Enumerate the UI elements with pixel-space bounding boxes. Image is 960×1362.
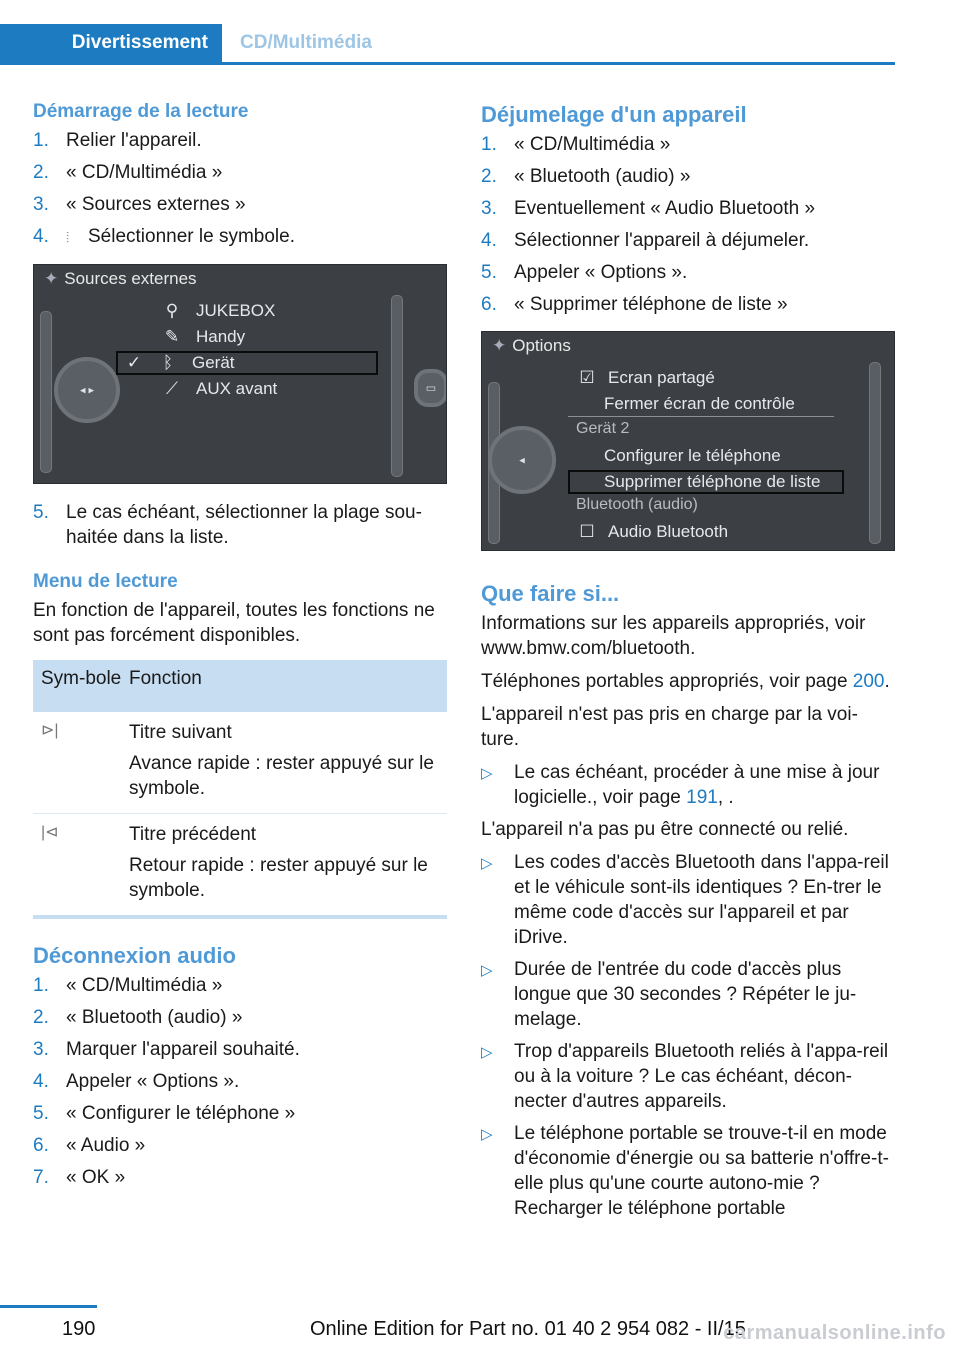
section-title-que-faire: Que faire si... — [481, 581, 620, 606]
checkbox-checked-icon: ☑ — [579, 368, 595, 387]
list-item: ▷ Les codes d'accès Bluetooth dans l'appa-reil et le véhicule sont-ils identiques ? En-trer le même code d'accès sur l'appareil et par iDrive. — [481, 852, 889, 948]
list-item: 4. ⦙ Sélectionner le symbole. — [33, 224, 447, 250]
next-track-icon: ⊳| — [41, 722, 59, 739]
triangle-bullet-icon: ▷ — [481, 962, 493, 979]
list-item: 5. Le cas échéant, sélectionner la plage sou-haitée dans la liste. — [33, 502, 422, 548]
list-item-handy[interactable]: ✎ Handy — [158, 327, 245, 347]
page-number: 190 — [62, 1318, 96, 1340]
list-item-supprimer[interactable]: Supprimer téléphone de liste — [604, 472, 821, 491]
external-source-icon: ⦙ — [66, 229, 70, 245]
para-telephones: Téléphones portables appropriés, voir page 200. — [481, 671, 890, 692]
list-item: 7. « OK » — [33, 1167, 126, 1188]
watermark: carmanualsonline.info — [723, 1322, 946, 1344]
list-item-geraet[interactable]: ✓ ᛒ Gerät — [122, 353, 235, 373]
list-item: ▷ Trop d'appareils Bluetooth reliés à l'appa-reil ou à la voiture ? Le cas échéant, décon-necter d'autres appareils. — [481, 1041, 889, 1112]
screen-options — [481, 331, 895, 551]
section-geraet-2: Gerät 2 — [576, 420, 630, 437]
screen-title: ✦ Sources externes — [44, 269, 197, 288]
list-item-configurer[interactable]: Configurer le téléphone — [604, 446, 781, 465]
function-table — [33, 660, 447, 919]
edition-text: Online Edition for Part no. 01 40 2 954 082 - II/15 — [310, 1318, 746, 1340]
list-item: 2. « Bluetooth (audio) » — [481, 166, 691, 187]
header-tabbar — [0, 24, 895, 65]
menu-intro: En fonction de l'appareil, toutes les fonctions ne sont pas forcément disponibles. — [33, 600, 435, 646]
tab-cd-multimedia[interactable]: CD/Multimédia — [240, 32, 372, 53]
triangle-bullet-icon: ▷ — [481, 1044, 493, 1061]
table-row: |⊲ Titre précédent Retour rapide : rester appuyé sur le symbole. — [33, 814, 447, 915]
scroll-rail-right — [869, 362, 881, 544]
phone-icon: ✎ — [164, 327, 180, 346]
section-title-dejumelage: Déjumelage d'un appareil — [481, 102, 747, 127]
left-column — [33, 100, 447, 1197]
usb-icon: ⚲ — [165, 301, 179, 320]
steps-demarrage — [33, 128, 447, 250]
list-item-aux-avant[interactable]: ⟋ AUX avant — [158, 379, 277, 399]
settings-icon: ✦ — [492, 336, 507, 355]
bullets-connexion — [481, 850, 895, 1221]
para-info: Informations sur les appareils appropriés, voir www.bmw.com/bluetooth. — [481, 613, 866, 659]
steps-dejumelage — [481, 132, 895, 317]
page-link-191[interactable]: 191 — [686, 787, 718, 808]
list-item: 4. Appeler « Options ». — [33, 1071, 240, 1092]
list-item: ▷ Le téléphone portable se trouve-t-il en mode d'économie d'énergie ou sa batterie n'offre-t-elle plus qu'une courte autono-mie ? Recharger le téléphone portable — [481, 1123, 889, 1219]
para-non-pris: L'appareil n'est pas pris en charge par la voi-ture. — [481, 704, 858, 750]
section-title-deconnexion: Déconnexion audio — [33, 943, 236, 968]
list-item: ▷ Durée de l'entrée du code d'accès plus longue que 30 secondes ? Répéter le ju-melage. — [481, 959, 857, 1030]
controller-knob: ◂ — [488, 426, 556, 494]
list-item: 6. « Supprimer téléphone de liste » — [481, 294, 788, 315]
list-item: 4. Sélectionner l'appareil à déjumeler. — [481, 230, 810, 251]
list-item: 1. « CD/Multimédia » — [33, 975, 223, 996]
footer-accent-line — [0, 1305, 97, 1308]
screen-title: ✦ Options — [492, 336, 571, 355]
divider — [568, 416, 834, 417]
section-bluetooth-audio: Bluetooth (audio) — [576, 496, 698, 513]
bluetooth-icon: ᛒ — [162, 353, 174, 372]
list-item: ▷ Le cas échéant, procéder à une mise à jour logicielle., voir page 191, . — [481, 762, 880, 808]
list-item: 3. « Sources externes » — [33, 194, 246, 215]
steps-demarrage-cont — [33, 500, 447, 550]
side-knob: ▭ — [414, 369, 447, 407]
aux-icon: ⟋ — [166, 379, 178, 398]
controller-knob: ◂ ▸ — [54, 357, 120, 423]
list-item: 2. « Bluetooth (audio) » — [33, 1007, 243, 1028]
table-header: Sym-bole Fonction — [33, 660, 447, 712]
bullets-mise-a-jour — [481, 760, 895, 810]
para-pas-connecte: L'appareil n'a pas pu être connecté ou relié. — [481, 819, 849, 840]
page-link-200[interactable]: 200 — [852, 671, 885, 692]
settings-icon: ✦ — [44, 269, 59, 288]
list-item-jukebox[interactable]: ⚲ JUKEBOX — [158, 301, 275, 321]
triangle-bullet-icon: ▷ — [481, 1126, 493, 1143]
checkbox-empty-icon: ☐ — [579, 522, 595, 541]
list-item: 5. Appeler « Options ». — [481, 262, 688, 283]
triangle-bullet-icon: ▷ — [481, 855, 493, 872]
list-item-ecran-partage[interactable]: ☑ Ecran partagé — [576, 368, 715, 388]
steps-deconnexion — [33, 973, 447, 1190]
screen-sources-externes — [33, 264, 447, 484]
tab-divertissement[interactable]: Divertissement — [0, 24, 222, 62]
list-item: 3. Eventuellement « Audio Bluetooth » — [481, 198, 816, 219]
scroll-rail — [40, 311, 52, 473]
list-item-audio-bluetooth[interactable]: ☐ Audio Bluetooth — [576, 522, 728, 542]
list-item: 1. « CD/Multimédia » — [481, 134, 671, 155]
list-item: 5. « Configurer le téléphone » — [33, 1103, 296, 1124]
list-item: 2. « CD/Multimédia » — [33, 162, 223, 183]
section-title-demarrage: Démarrage de la lecture — [33, 101, 249, 122]
list-item-fermer-ecran[interactable]: Fermer écran de contrôle — [604, 394, 795, 413]
table-row: ⊳| Titre suivant Avance rapide : rester appuyé sur le symbole. — [33, 712, 447, 814]
list-item: 6. « Audio » — [33, 1135, 146, 1156]
list-item: 3. Marquer l'appareil souhaité. — [33, 1039, 300, 1060]
previous-track-icon: |⊲ — [41, 824, 59, 841]
check-icon: ✓ — [126, 353, 142, 372]
right-column — [481, 100, 895, 1228]
triangle-bullet-icon: ▷ — [481, 765, 493, 782]
list-item: 1. Relier l'appareil. — [33, 130, 202, 151]
scroll-rail-right — [391, 295, 403, 477]
section-title-menu: Menu de lecture — [33, 571, 178, 592]
